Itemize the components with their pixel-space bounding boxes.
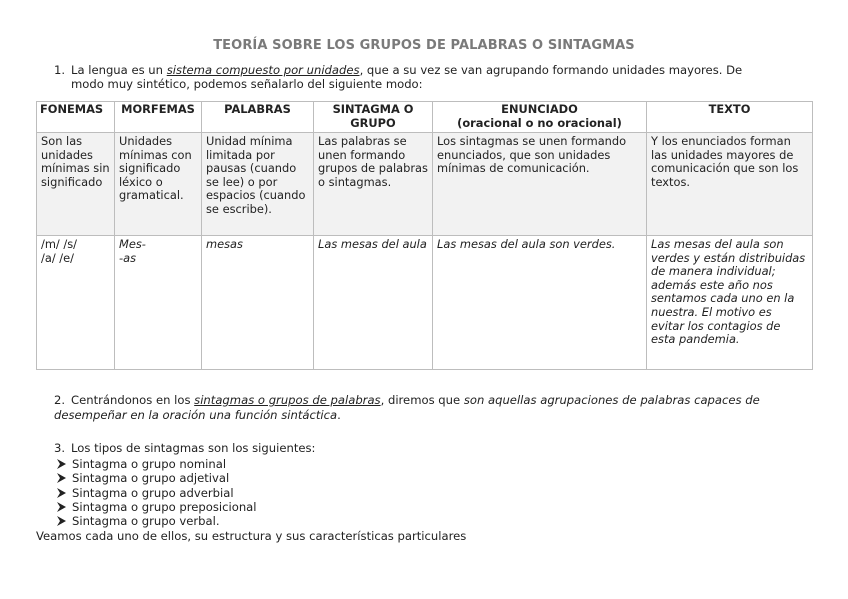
def-sintagma: Las palabras se unen formando grupos de palabras o sintagmas. (314, 133, 433, 236)
point-1-text-start: La lengua es un (71, 63, 167, 77)
units-table (36, 101, 813, 370)
list-item-label: Sintagma o grupo preposicional (72, 499, 257, 514)
header-enunciado (433, 102, 647, 133)
ex-morfemas-2: -as (119, 250, 137, 265)
point-1-number: 1. (54, 63, 66, 77)
point-2-text-middle: , diremos que (380, 393, 464, 407)
ex-texto: Las mesas del aula son verdes y están distribuidas de manera individual; además este año nos sentamos cada uno en la nuestra. El motivo es evitar los contagios de esta pandemia. (647, 236, 813, 370)
ex-sintagma: Las mesas del aula (314, 236, 433, 370)
point-2-text-end: . (337, 408, 341, 422)
def-palabras: Unidad mínima limitada por pausas (cuando se lee) o por espacios (cuando se escribe). (202, 133, 314, 236)
header-morfemas: MORFEMAS (115, 102, 202, 133)
def-morfemas: Unidades mínimas con significado léxico o gramatical. (115, 133, 202, 236)
arrowhead-bullet-icon (56, 516, 67, 526)
point-1 (54, 63, 794, 91)
ex-enunciado: Las mesas del aula son verdes. (433, 236, 647, 370)
ex-fonemas-2: /a/ /e/ (41, 250, 74, 265)
ex-morfemas (115, 236, 202, 370)
page-title: TEORÍA SOBRE LOS GRUPOS DE PALABRAS O SINTAGMAS (213, 38, 635, 53)
point-1-underlined: sistema compuesto por unidades (166, 63, 360, 77)
arrowhead-bullet-icon (56, 502, 67, 512)
header-sintagma: SINTAGMA O GRUPO (314, 102, 433, 133)
header-enunciado-sub: (oracional o no oracional) (457, 115, 622, 130)
point-3 (54, 441, 315, 455)
ex-fonemas-1: /m/ /s/ (41, 237, 78, 251)
table-row-definitions (37, 133, 813, 236)
list-item-label: Sintagma o grupo adverbial (72, 485, 234, 500)
point-1-text-end: , que a su vez se van agrupando formando unidades mayores. De (359, 63, 743, 77)
point-3-text: Los tipos de sintagmas son los siguientes: (71, 441, 316, 455)
table-row-examples (37, 236, 813, 370)
arrowhead-bullet-icon (56, 488, 67, 498)
list-item (56, 486, 257, 500)
list-item (56, 457, 257, 471)
header-texto: TEXTO (647, 102, 813, 133)
ex-morfemas-1: Mes- (119, 237, 146, 251)
point-2-underlined: sintagmas o grupos de palabras (194, 393, 381, 407)
point-2-text-start: Centrándonos en los (71, 393, 195, 407)
ex-fonemas (37, 236, 115, 370)
point-1-line-2: modo muy sintético, podemos señalarlo del siguiente modo: (71, 77, 423, 91)
def-fonemas: Son las unidades mínimas sin significado (37, 133, 115, 236)
point-3-number: 3. (54, 441, 66, 455)
list-item (56, 471, 257, 485)
point-2-definition: son aquellas agrupaciones de palabras capaces de desempeñar en la oración una función sintáctica (54, 393, 760, 422)
list-item-label: Sintagma o grupo adjetival (72, 471, 230, 486)
ex-palabras: mesas (202, 236, 314, 370)
table-header-row (37, 102, 813, 133)
sintagma-types-list (56, 457, 257, 528)
point-2-number: 2. (54, 393, 66, 407)
header-enunciado-label: ENUNCIADO (501, 102, 578, 116)
arrowhead-bullet-icon (56, 473, 67, 483)
def-enunciado: Los sintagmas se unen formando enunciados, que son unidades mínimas de comunicación. (433, 133, 647, 236)
arrowhead-bullet-icon (56, 459, 67, 469)
closing-sentence: Veamos cada uno de ellos, su estructura y sus características particulares (36, 529, 467, 543)
def-texto: Y los enunciados forman las unidades mayores de comunicación que son los textos. (647, 133, 813, 236)
point-2 (54, 393, 814, 423)
list-item-label: Sintagma o grupo nominal (72, 457, 227, 471)
list-item (56, 500, 257, 514)
header-palabras: PALABRAS (202, 102, 314, 133)
header-fonemas: FONEMAS (37, 102, 115, 133)
list-item (56, 514, 257, 528)
list-item-label: Sintagma o grupo verbal. (72, 514, 220, 529)
